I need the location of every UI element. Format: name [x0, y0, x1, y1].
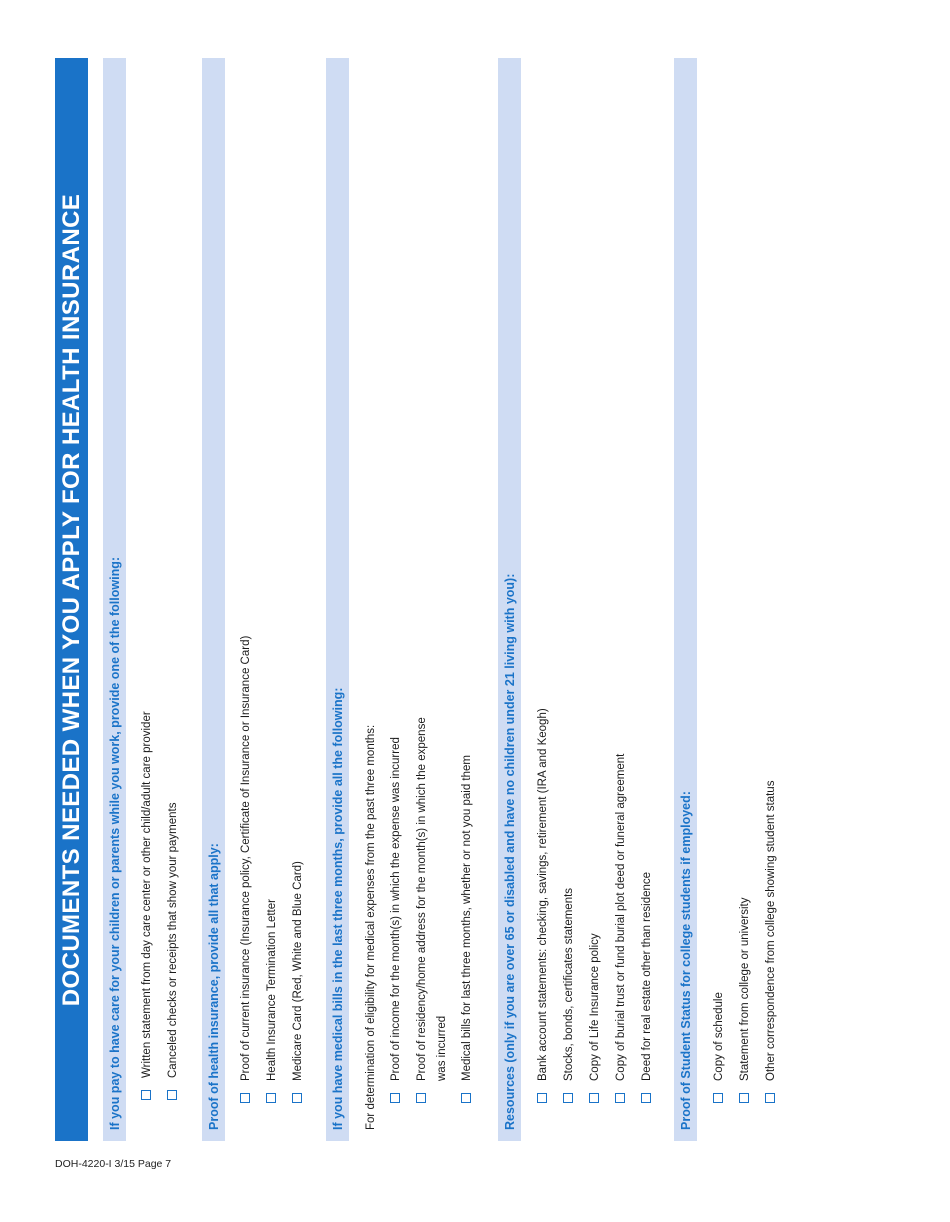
page-title: DOCUMENTS NEEDED WHEN YOU APPLY FOR HEALTH INSURANCE: [58, 193, 85, 1007]
section-1-item[interactable]: [166, 803, 180, 1101]
section-4-item[interactable]: [588, 933, 602, 1103]
section-5-item[interactable]: [764, 781, 778, 1103]
checkbox[interactable]: [641, 1093, 651, 1103]
checkbox[interactable]: [765, 1093, 775, 1103]
checkbox[interactable]: [240, 1093, 250, 1103]
checkbox[interactable]: [461, 1093, 471, 1103]
checkbox[interactable]: [416, 1093, 426, 1103]
section-1-item[interactable]: [140, 711, 154, 1100]
item-label: Bank account statements: checking, savings, retirement (IRA and Keogh): [537, 708, 549, 1081]
checkbox[interactable]: [292, 1093, 302, 1103]
checkbox[interactable]: [615, 1093, 625, 1103]
section-4-heading: Resources (only if you are over 65 or disabled and have no children under 21 living with you):: [503, 573, 517, 1130]
section-5-item[interactable]: [712, 992, 726, 1103]
section-3-intro: For determination of eligibility for medical expenses from the past three months:: [365, 724, 377, 1130]
item-label: Medical bills for last three months, whether or not you paid them: [461, 755, 473, 1081]
section-4-item[interactable]: [536, 708, 550, 1103]
item-label: Health Insurance Termination Letter: [266, 899, 278, 1081]
checkbox[interactable]: [563, 1093, 573, 1103]
section-4-item[interactable]: [562, 888, 576, 1103]
checkbox[interactable]: [167, 1090, 177, 1100]
item-label: Copy of Life Insurance policy: [589, 933, 601, 1081]
checkbox[interactable]: [266, 1093, 276, 1103]
section-3-item[interactable]: [389, 737, 403, 1103]
item-label: Copy of schedule: [713, 992, 725, 1081]
item-label: Copy of burial trust or fund burial plot deed or funeral agreement: [615, 753, 627, 1081]
item-label: Other correspondence from college showing student status: [765, 780, 777, 1081]
section-3-item[interactable]: [415, 717, 429, 1103]
checkbox[interactable]: [141, 1090, 151, 1100]
section-5-item[interactable]: [738, 898, 752, 1103]
item-label: Medicare Card (Red, White and Blue Card): [292, 861, 304, 1081]
item-label: Statement from college or university: [739, 897, 751, 1081]
section-2-item[interactable]: [291, 861, 305, 1103]
section-2-heading: Proof of health insurance, provide all that apply:: [207, 843, 221, 1130]
checkbox[interactable]: [390, 1093, 400, 1103]
section-2-item[interactable]: [239, 636, 253, 1103]
item-label: Proof of income for the month(s) in which the expense was incurred: [390, 737, 402, 1081]
section-4-item[interactable]: [640, 872, 654, 1103]
item-label: Stocks, bonds, certificates statements: [563, 887, 575, 1081]
section-5-heading: Proof of Student Status for college students if employed:: [679, 791, 693, 1130]
section-4-item[interactable]: [614, 754, 628, 1103]
section-2-item[interactable]: [265, 899, 279, 1103]
section-1-heading: If you pay to have care for your children or parents while you work, provide one of the following:: [108, 557, 122, 1130]
item-label: Proof of current insurance (Insurance policy, Certificate of Insurance or Insurance Card): [240, 635, 252, 1081]
section-3-item-continuation: was incurred: [436, 1015, 448, 1081]
item-label: Canceled checks or receipts that show your payments: [167, 802, 179, 1078]
checkbox[interactable]: [739, 1093, 749, 1103]
page-footer: DOH-4220-I 3/15 Page 7: [55, 1158, 172, 1170]
checkbox[interactable]: [589, 1093, 599, 1103]
section-3-item[interactable]: [460, 755, 474, 1103]
item-label: Proof of residency/home address for the month(s) in which the expense: [416, 717, 428, 1081]
section-3-heading: If you have medical bills in the last three months, provide all the following:: [331, 687, 345, 1130]
item-label: Deed for real estate other than residence: [641, 871, 653, 1081]
checkbox[interactable]: [537, 1093, 547, 1103]
checkbox[interactable]: [713, 1093, 723, 1103]
item-label: Written statement from day care center or other child/adult care provider: [141, 711, 153, 1078]
